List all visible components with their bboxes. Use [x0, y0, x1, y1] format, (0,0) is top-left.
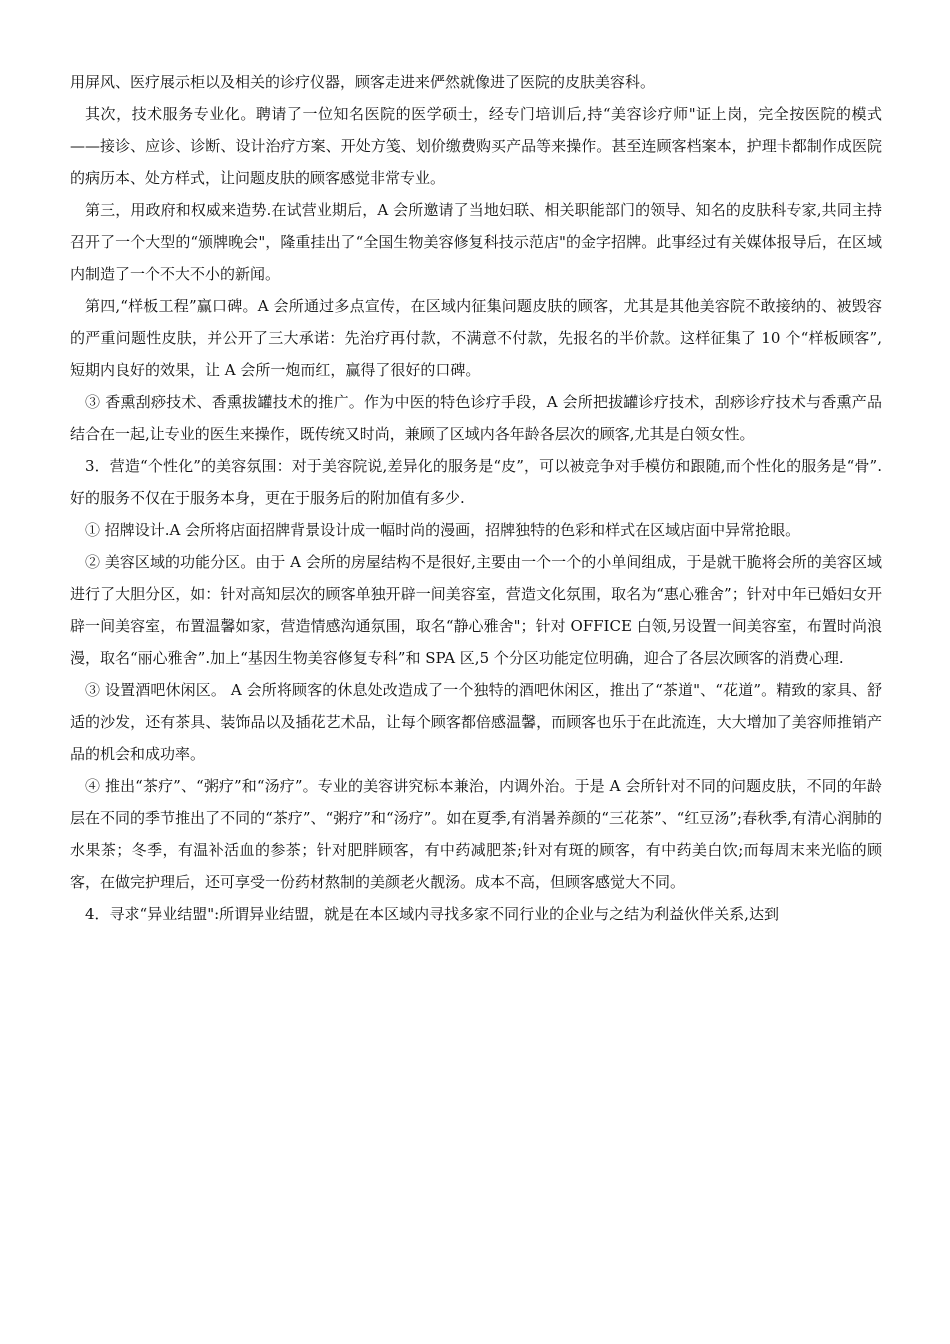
paragraph-10: ④ 推出“茶疗”、“粥疗”和“汤疗”。专业的美容讲究标本兼治，内调外治。于是 A 会所针对不同的问题皮肤，不同的年龄层在不同的季节推出了不同的“茶疗”、“粥疗”和“汤疗”。如在夏季,有消暑养颜的“三花茶”、“红豆汤”;春秋季,有清心润肺的水果茶；冬季，有温补活血的参茶；针对肥胖顾客，有中药减肥茶;针对有斑的顾客，有中药美白饮;而每周末来光临的顾客，在做完护理后，还可享受一份药材熬制的美颜老火靓汤。成本不高，但顾客感觉大不同。 [70, 777, 882, 891]
paragraph-11: 4．寻求“异业结盟":所谓异业结盟，就是在本区域内寻找多家不同行业的企业与之结为利益伙伴关系,达到 [85, 905, 779, 923]
paragraph-1: 用屏风、医疗展示柜以及相关的诊疗仪器，顾客走进来俨然就像进了医院的皮肤美容科。 [70, 73, 656, 91]
paragraph-3: 第三，用政府和权威来造势.在试营业期后，A 会所邀请了当地妇联、相关职能部门的领导、知名的皮肤科专家,共同主持召开了一个大型的“颁牌晚会"，隆重挂出了“全国生物美容修复科技示范店"的金字招牌。此事经过有关媒体报导后，在区域内制造了一个不大不小的新闻。 [70, 201, 882, 283]
paragraph-7: ① 招牌设计.A 会所将店面招牌背景设计成一幅时尚的漫画，招牌独特的色彩和样式在区域店面中异常抢眼。 [85, 521, 801, 539]
paragraph-5: ③ 香熏刮痧技术、香熏拔罐技术的推广。作为中医的特色诊疗手段，A 会所把拔罐诊疗技术，刮痧诊疗技术与香熏产品结合在一起,让专业的医生来操作，既传统又时尚，兼顾了区域内各年龄各层次的顾客,尤其是白领女性。 [70, 393, 882, 443]
paragraph-9: ③ 设置酒吧休闲区。 A 会所将顾客的休息处改造成了一个独特的酒吧休闲区，推出了“茶道"、“花道”。精致的家具、舒适的沙发，还有茶具、装饰品以及插花艺术品，让每个顾客都倍感温馨，而顾客也乐于在此流连，大大增加了美容师推销产品的机会和成功率。 [70, 681, 882, 763]
paragraph-2: 其次，技术服务专业化。聘请了一位知名医院的医学硕士，经专门培训后,持“美容诊疗师"证上岗，完全按医院的模式——接诊、应诊、诊断、设计治疗方案、开处方笺、划价缴费购买产品等来操作。甚至连顾客档案本，护理卡都制作成医院的病历本、处方样式，让问题皮肤的顾客感觉非常专业。 [70, 105, 882, 187]
paragraph-6: 3．营造“个性化”的美容氛围：对于美容院说,差异化的服务是“皮”，可以被竞争对手模仿和跟随,而个性化的服务是“骨”.好的服务不仅在于服务本身，更在于服务后的附加值有多少. [70, 457, 882, 507]
paragraph-4: 第四,“样板工程”赢口碑。A 会所通过多点宣传，在区域内征集问题皮肤的顾客，尤其是其他美容院不敢接纳的、被毁容的严重问题性皮肤，并公开了三大承诺：先治疗再付款，不满意不付款，先报名的半价款。这样征集了 10 个“样板顾客”,短期内良好的效果，让 A 会所一炮而红，赢得了很好的口碑。 [70, 297, 882, 379]
paragraph-8: ② 美容区域的功能分区。由于 A 会所的房屋结构不是很好,主要由一个一个的小单间组成，于是就干脆将会所的美容区域进行了大胆分区，如：针对高知层次的顾客单独开辟一间美容室，营造文化氛围，取名为“惠心雅舍”；针对中年已婚妇女开辟一间美容室，布置温馨如家，营造情感沟通氛围，取名“静心雅舍"；针对 OFFICE 白领,另设置一间美容室，布置时尚浪漫，取名“丽心雅舍”.加上“基因生物美容修复专科”和 SPA 区,5 个分区功能定位明确，迎合了各层次顾客的消费心理. [70, 553, 882, 667]
